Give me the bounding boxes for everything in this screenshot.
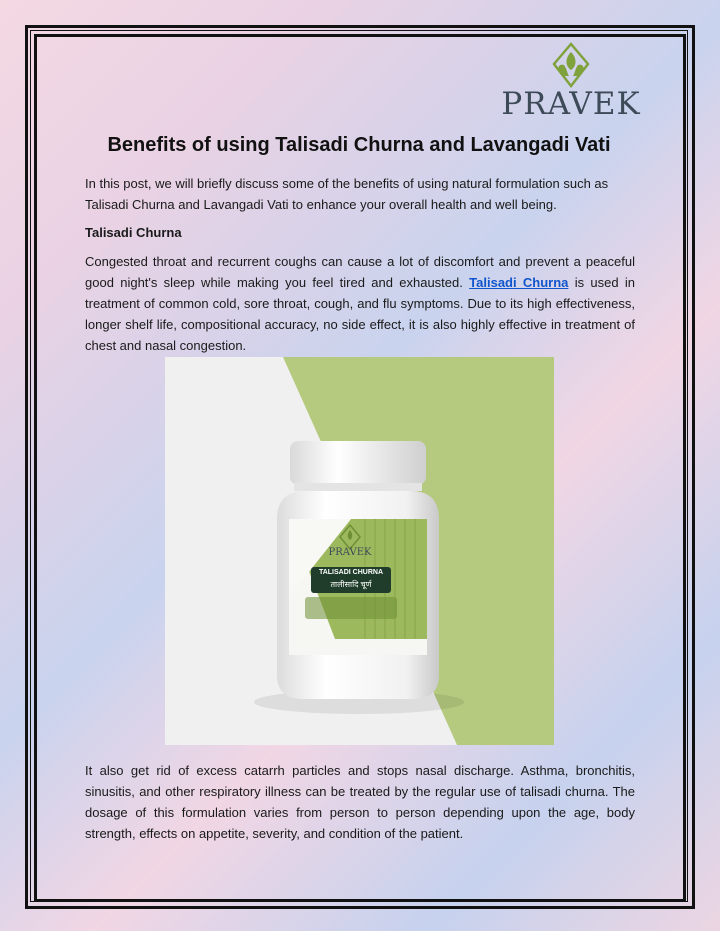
- pravek-logo: [496, 40, 646, 126]
- benefits-paragraph: It also get rid of excess catarrh particles and stops nasal discharge. Asthma, bronchitis, sinusitis, and other respiratory illness can be treated by the regular use of talisadi churna. The dosage of this formulation varies from person to person depending upon the age, body strength, effects on appetite, severity, and condition of the patient.: [85, 763, 635, 841]
- intro-paragraph: In this post, we will briefly discuss some of the benefits of using natural formulation such as Talisadi Churna and Lavangadi Vati to enhance your overall health and well being.: [85, 176, 609, 212]
- bottle-label-name-hindi: तालीसादि चूर्ण: [330, 580, 372, 589]
- section-heading: Talisadi Churna: [85, 225, 182, 240]
- leaf-logo-icon: [496, 40, 646, 90]
- bottle-label-name: TALISADI CHURNA: [318, 569, 384, 576]
- logo-wordmark: PRAVEK: [501, 86, 641, 122]
- page-title: Benefits of using Talisadi Churna and Lavangadi Vati: [107, 134, 611, 156]
- paragraph-text-start: Congested throat and recurrent coughs can cause a lot of discomfort and prevent a peaceful good night's sleep while making you feel tired and exhausted.: [85, 254, 635, 290]
- paragraph-text-end: is used in treatment of common cold, sore throat, cough, and flu symptoms. Due to its high effectiveness, longer shelf life, compositional accuracy, no side effect, it is also highly effective in treatment of chest and nasal congestion.: [85, 275, 635, 353]
- bottle-label-brand: PRAVEK: [328, 547, 372, 558]
- product-image: [165, 357, 554, 745]
- talisadi-paragraph: [85, 251, 635, 356]
- talisadi-churna-link[interactable]: Talisadi Churna: [469, 275, 569, 290]
